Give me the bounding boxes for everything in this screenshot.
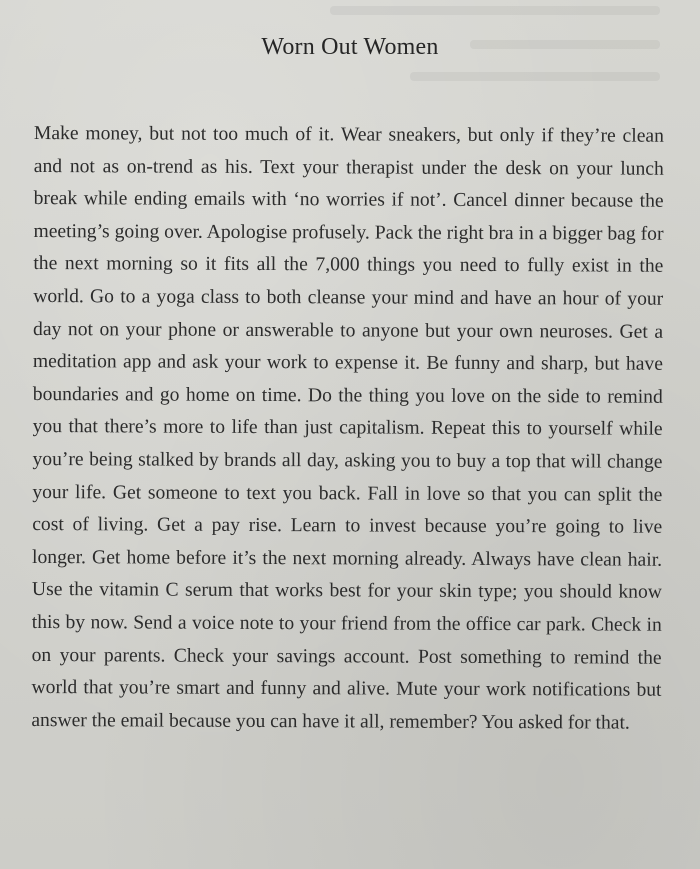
body-paragraph: Make money, but not too much of it. Wear sneakers, but only if they’re clean and not as on-trend as his. Text your therapist under the desk on your lunch break while ending emails with ‘no worries if not’. Cancel dinner because the meeting’s going over. Apologise profusely. Pack the right bra in a bigger bag for the next morning so it fits all the 7,000 things you need to fully exist in the world. Go to a yoga class to both cleanse your mind and have an hour of your day not on your phone or answerable to anyone but your own neuroses. Get a meditation app and ask your work to expense it. Be funny and sharp, but have boundaries and go home on time. Do the thing you love on the side to remind you that there’s more to life than just capitalism. Repeat this to yourself while you’re being stalked by brands all day, asking you to buy a top that will change your life. Get someone to text you back. Fall in love so that you can split the cost of living. Get a pay rise. Learn to invest because you’re going to live longer. Get home before it’s the next morning already. Always have clean hair. Use the vitamin C serum that works best for your skin type; you should know this by now. Send a voice note to your friend from the office car park. Check in on your parents. Check your savings account. Post something to remind the world that you’re smart and funny and alive. Mute your work notifications but answer the email because you can have it all, remember? You asked for that.	[31, 122, 664, 734]
page-title: Worn Out Women	[261, 34, 439, 60]
